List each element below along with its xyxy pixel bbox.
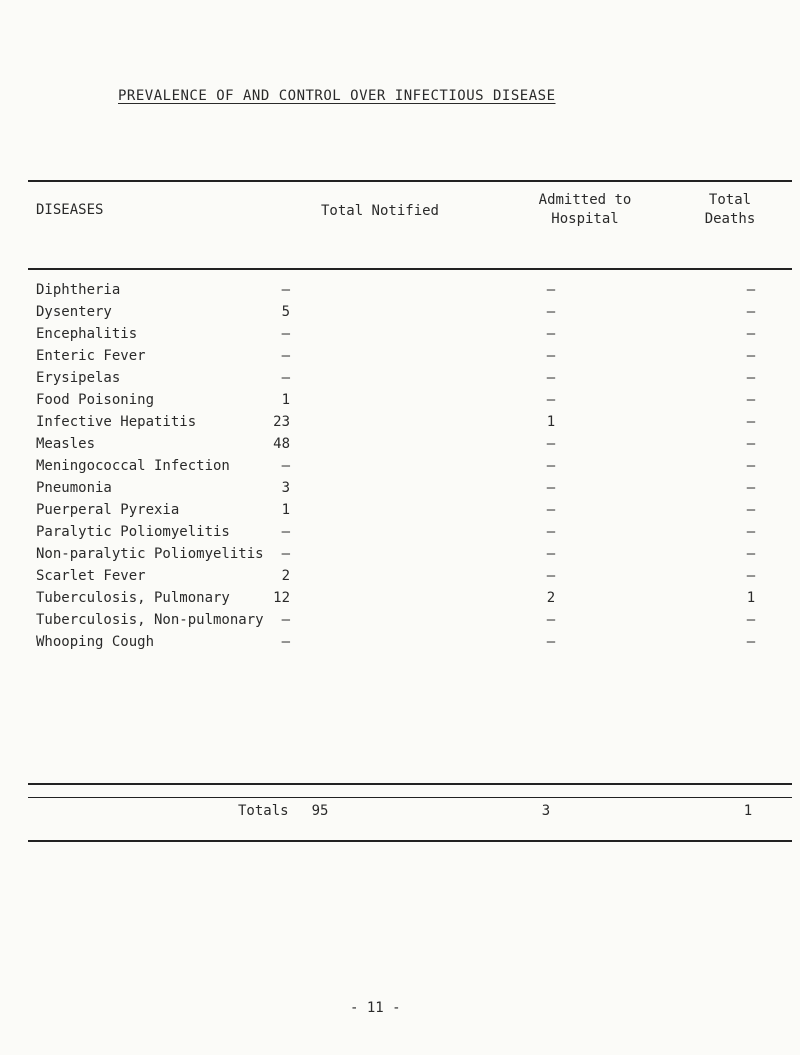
header-admitted-line2: Hospital (551, 211, 619, 227)
total-notified-cell: – (281, 612, 290, 628)
totals-notified: 95 (311, 803, 329, 819)
table-bottom-rule (28, 840, 792, 842)
deaths-cell: – (746, 480, 756, 496)
table-row (0, 590, 800, 611)
total-notified-cell: – (281, 370, 290, 386)
admitted-cell: – (546, 634, 556, 650)
deaths-cell: – (746, 568, 756, 584)
table-row (0, 436, 800, 457)
total-notified-cell: – (281, 458, 290, 474)
deaths-cell: – (746, 612, 756, 628)
disease-name: Non-paralytic Poliomyelitis (36, 546, 264, 562)
table-row (0, 546, 800, 567)
total-notified-cell: – (281, 326, 290, 342)
header-deaths-line1: Total (708, 192, 752, 208)
total-notified-cell: 12 (273, 590, 290, 606)
disease-name: Dysentery (36, 304, 112, 320)
disease-name: Food Poisoning (36, 392, 155, 408)
deaths-cell: – (746, 546, 756, 562)
disease-name: Measles (36, 436, 96, 452)
table-row (0, 282, 800, 303)
table-row (0, 524, 800, 545)
total-notified-cell: 23 (273, 414, 290, 430)
disease-name: Diphtheria (36, 282, 121, 298)
total-notified-cell: – (281, 524, 290, 540)
table-row (0, 414, 800, 435)
deaths-cell: – (746, 326, 756, 342)
total-notified-cell: – (281, 282, 290, 298)
table-row (0, 326, 800, 347)
disease-name: Infective Hepatitis (36, 414, 197, 430)
table-row (0, 612, 800, 633)
total-notified-cell: 1 (281, 502, 290, 518)
deaths-cell: – (746, 414, 756, 430)
table-row (0, 634, 800, 655)
disease-name: Meningococcal Infection (36, 458, 230, 474)
header-deaths-line2: Deaths (704, 211, 756, 227)
disease-name: Erysipelas (36, 370, 121, 386)
header-admitted-to-hospital (510, 191, 660, 229)
deaths-cell: – (746, 502, 756, 518)
disease-name: Tuberculosis, Non-pulmonary (36, 612, 264, 628)
page-number: - 11 - (350, 1000, 401, 1016)
page-title: PREVALENCE OF AND CONTROL OVER INFECTIOUS DISEASE (118, 88, 556, 104)
admitted-cell: – (546, 612, 556, 628)
deaths-cell: – (746, 348, 756, 364)
deaths-cell: – (746, 524, 756, 540)
disease-name: Tuberculosis, Pulmonary (36, 590, 230, 606)
table-row (0, 480, 800, 501)
table-row (0, 348, 800, 369)
admitted-cell: – (546, 480, 556, 496)
table-body-bottom-rule (28, 783, 792, 785)
total-notified-cell: 5 (281, 304, 290, 320)
admitted-cell: – (546, 568, 556, 584)
admitted-cell: – (546, 326, 556, 342)
disease-name: Paralytic Poliomyelitis (36, 524, 230, 540)
totals-row (0, 803, 800, 825)
totals-label: Totals (238, 803, 289, 819)
admitted-cell: – (546, 436, 556, 452)
table-top-rule (28, 180, 792, 182)
disease-name: Puerperal Pyrexia (36, 502, 180, 518)
deaths-cell: – (746, 304, 756, 320)
table-double-rule (28, 797, 792, 798)
total-notified-cell: 48 (273, 436, 290, 452)
disease-name: Encephalitis (36, 326, 138, 342)
total-notified-cell: 3 (281, 480, 290, 496)
deaths-cell: – (746, 436, 756, 452)
table-row (0, 568, 800, 589)
total-notified-cell: – (281, 634, 290, 650)
header-total-notified: Total Notified (320, 203, 439, 219)
admitted-cell: – (546, 524, 556, 540)
header-bottom-rule (28, 268, 792, 270)
totals-admitted: 3 (541, 803, 551, 819)
total-notified-cell: 1 (281, 392, 290, 408)
deaths-cell: 1 (746, 590, 756, 606)
admitted-cell: – (546, 502, 556, 518)
disease-name: Whooping Cough (36, 634, 155, 650)
admitted-cell: – (546, 370, 556, 386)
table-row (0, 304, 800, 325)
header-total-deaths (680, 191, 780, 229)
deaths-cell: – (746, 458, 756, 474)
admitted-cell: – (546, 392, 556, 408)
header-admitted-line1: Admitted to (538, 192, 632, 208)
table-row (0, 370, 800, 391)
admitted-cell: – (546, 348, 556, 364)
table-row (0, 502, 800, 523)
admitted-cell: 1 (546, 414, 556, 430)
admitted-cell: 2 (546, 590, 556, 606)
total-notified-cell: 2 (281, 568, 290, 584)
table-row (0, 392, 800, 413)
disease-name: Scarlet Fever (36, 568, 146, 584)
deaths-cell: – (746, 282, 756, 298)
table-row (0, 458, 800, 479)
disease-name: Enteric Fever (36, 348, 146, 364)
deaths-cell: – (746, 370, 756, 386)
header-diseases: DISEASES (36, 202, 104, 218)
total-notified-cell: – (281, 348, 290, 364)
deaths-cell: – (746, 634, 756, 650)
admitted-cell: – (546, 458, 556, 474)
admitted-cell: – (546, 546, 556, 562)
admitted-cell: – (546, 282, 556, 298)
disease-name: Pneumonia (36, 480, 112, 496)
deaths-cell: – (746, 392, 756, 408)
admitted-cell: – (546, 304, 556, 320)
total-notified-cell: – (281, 546, 290, 562)
totals-deaths: 1 (743, 803, 753, 819)
